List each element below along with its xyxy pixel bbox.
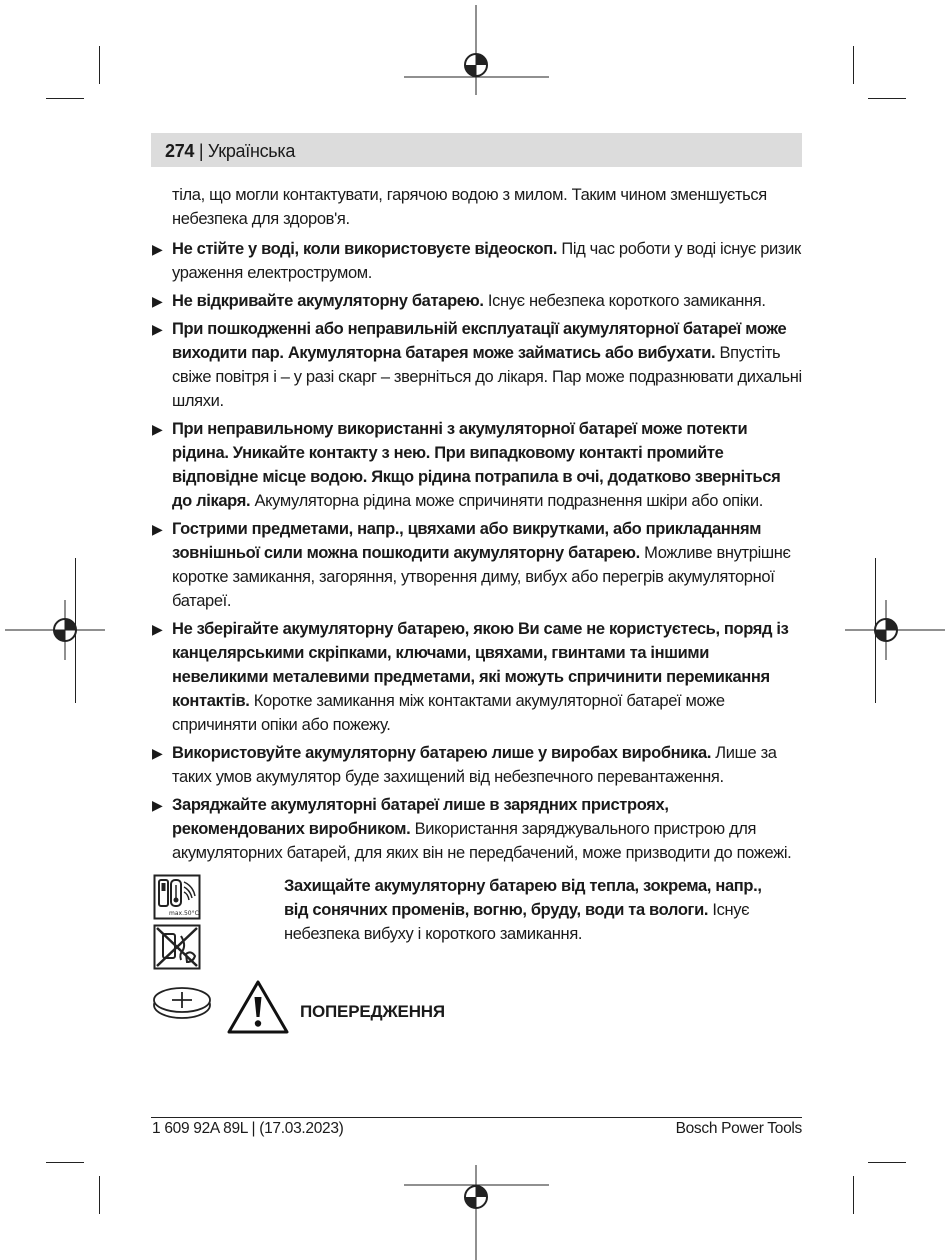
bullet-bold-text: Не відкривайте акумуляторну батарею. xyxy=(172,292,484,310)
safety-instructions xyxy=(152,183,802,869)
header-language: Українська xyxy=(207,141,296,161)
crop-mark xyxy=(99,46,100,84)
button-cell-battery-icon xyxy=(152,986,212,1020)
temp-label: max.50°C xyxy=(169,910,199,917)
bullet-text: Впустіть свіже повітря і – у разі скарг – зверніться до лікаря. Пар може подразнювати дихальні шляхи. xyxy=(172,344,802,410)
bullet-bold-text: При пошкодженні або неправильній експлуатації акумуляторної батареї може виходити пар. Акумуляторна батарея може займатись або вибухати. xyxy=(172,320,787,362)
bullet-bold-text: При неправильному використанні з акумуляторної батареї може потекти рідина. Уникайте контакту з нею. При випадковому контакті промийте відповідне місце водою. Якщо рідина потрапила в очі, додатково зверніться до лікаря. xyxy=(172,420,781,510)
crop-mark xyxy=(46,98,84,99)
note-text: Існує небезпека вибуху і короткого замикання. xyxy=(284,901,750,943)
warning-triangle-icon xyxy=(226,979,290,1035)
warning-label: ПОПЕРЕДЖЕННЯ xyxy=(300,1002,445,1021)
bullet-text: Коротке замикання між контактами акумуляторної батареї може спричиняти опіки або пожежу. xyxy=(172,692,725,734)
registration-mark-top xyxy=(404,5,549,95)
bullet-item xyxy=(152,617,802,737)
heat-protection-note xyxy=(152,872,802,972)
bullet-item xyxy=(152,517,802,613)
crop-mark xyxy=(99,1176,100,1214)
bullet-triangle-icon: ▶ xyxy=(152,745,163,761)
footer-divider xyxy=(151,1117,802,1118)
crop-mark xyxy=(46,1162,84,1163)
battery-temperature-icon xyxy=(153,874,201,920)
bullet-item xyxy=(152,417,802,513)
page-number: 274 xyxy=(165,141,195,161)
bullet-item xyxy=(152,793,802,865)
bullet-triangle-icon: ▶ xyxy=(152,321,163,337)
registration-mark-left xyxy=(5,600,105,660)
bullet-triangle-icon: ▶ xyxy=(152,797,163,813)
bullet-text: Під час роботи у воді існує ризик ураження електрострумом. xyxy=(172,240,801,282)
crop-mark xyxy=(868,1162,906,1163)
bullet-bold-text: Не зберігайте акумуляторну батарею, якою Ви саме не користуєтесь, поряд із канцелярськими скріпками, ключами, цвяхами, гвинтами та іншими невеликими металевими предметами, які можуть спричинити перемикання контактів. xyxy=(172,620,789,710)
intro-paragraph: тіла, що могли контактувати, гарячою водою з милом. Таким чином зменшується небезпека для здоров'я. xyxy=(172,186,767,228)
crop-mark xyxy=(868,98,906,99)
bullet-text: Лише за таких умов акумулятор буде захищений від небезпечного перевантаження. xyxy=(172,744,777,786)
bullet-triangle-icon: ▶ xyxy=(152,293,163,309)
bullet-item xyxy=(152,741,802,789)
footer-brand: Bosch Power Tools xyxy=(675,1120,802,1137)
bullet-text: Використання заряджувального пристрою для акумуляторних батарей, для яких він не передбачений, може призводити до пожежі. xyxy=(172,820,792,862)
page-header xyxy=(165,140,295,162)
bullet-bold-text: Використовуйте акумуляторну батарею лише у виробах виробника. xyxy=(172,744,712,762)
heat-protection-text xyxy=(284,874,784,946)
bullet-text: Можливе внутрішнє коротке замикання, загоряння, утворення диму, вибух або перегрів акумуляторної батареї. xyxy=(172,544,791,610)
bullet-text: Існує небезпека короткого замикання. xyxy=(483,292,766,310)
crop-mark xyxy=(853,46,854,84)
registration-mark-bottom xyxy=(404,1165,549,1260)
footer-document-id: 1 609 92A 89L | (17.03.2023) xyxy=(152,1120,344,1137)
bullet-item xyxy=(152,289,802,313)
bullet-bold-text: Не стійте у воді, коли використовуєте відеоскоп. xyxy=(172,240,558,258)
bullet-text: Акумуляторна рідина може спричиняти подразнення шкіри або опіки. xyxy=(250,492,764,510)
crop-mark xyxy=(853,1176,854,1214)
registration-mark-right xyxy=(845,600,945,660)
bullet-item xyxy=(152,317,802,413)
bullet-triangle-icon: ▶ xyxy=(152,241,163,257)
bullet-triangle-icon: ▶ xyxy=(152,521,163,537)
header-separator: | xyxy=(194,141,208,161)
no-dirt-water-icon xyxy=(153,924,201,970)
bullet-item xyxy=(152,237,802,285)
bullet-triangle-icon: ▶ xyxy=(152,421,163,437)
bullet-triangle-icon: ▶ xyxy=(152,621,163,637)
note-bold-text: Захищайте акумуляторну батарею від тепла, зокрема, напр., від сонячних променів, вогню, бруду, води та вологи. xyxy=(284,877,762,919)
bullet-bold-text: Заряджайте акумуляторні батареї лише в зарядних пристроях, рекомендованих виробником. xyxy=(172,796,669,838)
bullet-bold-text: Гострими предметами, напр., цвяхами або викрутками, або прикладанням зовнішньої сили можна пошкодити акумуляторну батарею. xyxy=(172,520,762,562)
